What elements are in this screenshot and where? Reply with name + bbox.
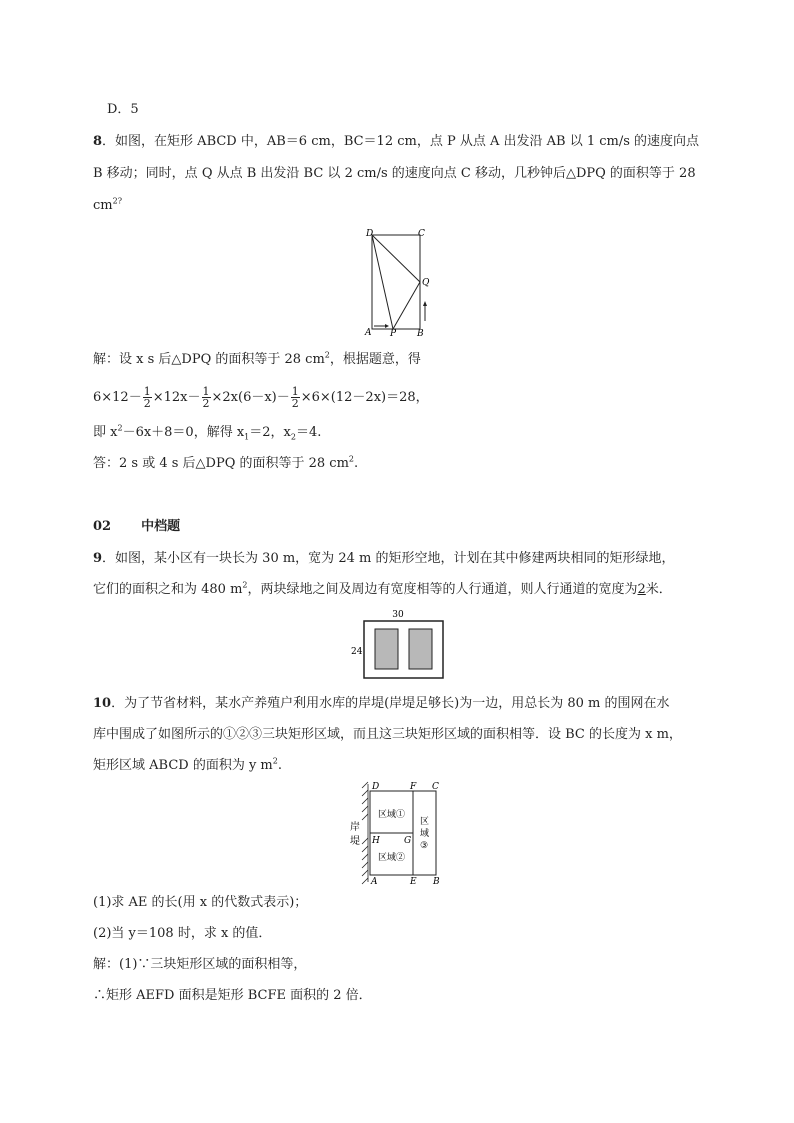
q10-label-d: D bbox=[372, 782, 380, 792]
q8-eq-part-b: ×12x－ bbox=[152, 390, 201, 405]
q9-line1 bbox=[93, 550, 674, 568]
q9-label-24: 24 bbox=[351, 647, 363, 657]
q9-label-30: 30 bbox=[392, 610, 404, 620]
q8-line2: B 移动；同时，点 Q 从点 B 出发沿 BC 以 2 cm/s 的速度向点 C 移动，几秒钟后△DPQ 的面积等于 28 bbox=[93, 166, 696, 181]
q8-line1 bbox=[93, 133, 699, 151]
q10-line2: 库中围成了如图所示的①②③三块矩形区域，而且这三块矩形区域的面积相等．设 BC 的长度为 x m， bbox=[93, 727, 682, 742]
section-number: 02 bbox=[93, 519, 112, 534]
q8-arrowhead-right bbox=[385, 324, 389, 328]
q8-frac-2: $\frac{1}{2}$ bbox=[202, 385, 210, 410]
q10-label-e: E bbox=[410, 877, 417, 887]
q8-arrowhead-up bbox=[423, 301, 427, 306]
q8-sup: 2 bbox=[112, 196, 118, 206]
q10-part1: (1)求 AE 的长(用 x 的代数式表示)； bbox=[93, 895, 308, 910]
q10-figure bbox=[346, 778, 446, 888]
section-title: 中档题 bbox=[141, 519, 181, 534]
q9-figure bbox=[350, 606, 446, 682]
q9-number: 9 bbox=[93, 551, 103, 566]
q10-zone-3b: 域 bbox=[420, 829, 430, 839]
q10-label-b: B bbox=[433, 877, 440, 887]
q10-solution-line2: ∴矩形 AEFD 面积是矩形 BCFE 面积的 2 倍． bbox=[93, 988, 372, 1003]
q10-line1 bbox=[93, 695, 670, 713]
q10-zone-1: 区域① bbox=[378, 810, 406, 820]
q8-segment-pq bbox=[393, 282, 420, 329]
q10-line3: 矩形区域 ABCD 的面积为 y $m^2$. bbox=[93, 756, 282, 773]
option-d: D．5 bbox=[107, 102, 139, 117]
q8-rectangle bbox=[372, 235, 420, 329]
q8-number: 8 bbox=[93, 134, 103, 149]
q10-solution-line1: 解：(1)∵三块矩形区域的面积相等， bbox=[93, 957, 307, 972]
q9-text1: ．如图，某小区有一块长为 30 m，宽为 24 m 的矩形空地，计划在其中修建两块相同的矩形绿地， bbox=[102, 551, 675, 566]
q10-bank-char1: 岸 bbox=[350, 822, 360, 833]
q10-part2: (2)当 y＝108 时，求 x 的值． bbox=[93, 926, 272, 941]
q8-frac-1: $\frac{1}{2}$ bbox=[143, 385, 151, 410]
q8-unit: cm bbox=[93, 198, 113, 213]
q10-number: 10 bbox=[93, 696, 112, 711]
q10-zone-3c: ③ bbox=[420, 841, 429, 851]
q8-equation bbox=[93, 386, 429, 409]
q8-label-b: B bbox=[417, 329, 424, 338]
q8-figure bbox=[362, 226, 436, 338]
q8-solution-line3: 即 $x^2-6x+8=0$，解得 $x_1=2$，$x_2=4$. bbox=[93, 423, 322, 442]
q8-segment-dq bbox=[372, 235, 420, 282]
q8-sol1-sup: 2 bbox=[324, 350, 330, 360]
q8-sol1-tail: ，根据题意，得 bbox=[329, 352, 421, 367]
q8-answer: 答：2 s 或 4 s 后△DPQ 的面积等于 28 $cm^2$. bbox=[93, 454, 359, 471]
q8-label-a: A bbox=[365, 328, 372, 338]
q8-line3 bbox=[93, 197, 122, 215]
q8-label-p: P bbox=[390, 329, 397, 338]
q10-label-h: H bbox=[372, 836, 380, 846]
q9-green-plot-1 bbox=[375, 629, 398, 669]
q10-zone-3a: 区 bbox=[420, 817, 430, 827]
q8-solution-line1 bbox=[93, 351, 421, 369]
q9-line2: 它们的面积之和为 480 $m^2$，两块绿地之间及周边有宽度相等的人行通道，则人行通道的宽度为2米． bbox=[93, 580, 672, 597]
q10-label-g: G bbox=[404, 836, 412, 846]
q9-green-plot-2 bbox=[409, 629, 432, 669]
q8-eq-part-a: 6×12－ bbox=[93, 390, 142, 405]
q10-bank-hatch bbox=[362, 782, 368, 884]
q10-label-f: F bbox=[410, 782, 417, 792]
q9-answer: 2 bbox=[637, 582, 646, 597]
q10-zone-2: 区域② bbox=[378, 853, 406, 863]
q8-label-q: Q bbox=[422, 278, 430, 288]
q8-label-c: C bbox=[418, 229, 425, 239]
section-heading bbox=[93, 518, 180, 536]
q8-text1: ．如图，在矩形 ABCD 中，AB＝6 cm，BC＝12 cm，点 P 从点 A 出发沿 AB 以 1 cm/s 的速度向点 bbox=[102, 134, 700, 149]
q8-eq-part-c: ×2x(6－x)－ bbox=[211, 390, 290, 405]
q8-frac-3: $\frac{1}{2}$ bbox=[291, 385, 299, 410]
q8-label-d: D bbox=[366, 229, 374, 239]
q8-question-mark: ? bbox=[117, 196, 122, 206]
q8-eq-part-d: ×6×(12－2x)＝28， bbox=[300, 390, 429, 405]
q10-text1: ．为了节省材料，某水产养殖户利用水库的岸堤(岸堤足够长)为一边，用总长为 80 m 的围网在水 bbox=[111, 696, 670, 711]
q10-bank-char2: 堤 bbox=[350, 836, 360, 847]
q8-sol1-text: 解：设 x s 后△DPQ 的面积等于 28 cm bbox=[93, 352, 325, 367]
q10-label-c: C bbox=[432, 782, 439, 792]
q8-segment-dp bbox=[372, 235, 393, 329]
q10-label-a: A bbox=[371, 877, 378, 887]
